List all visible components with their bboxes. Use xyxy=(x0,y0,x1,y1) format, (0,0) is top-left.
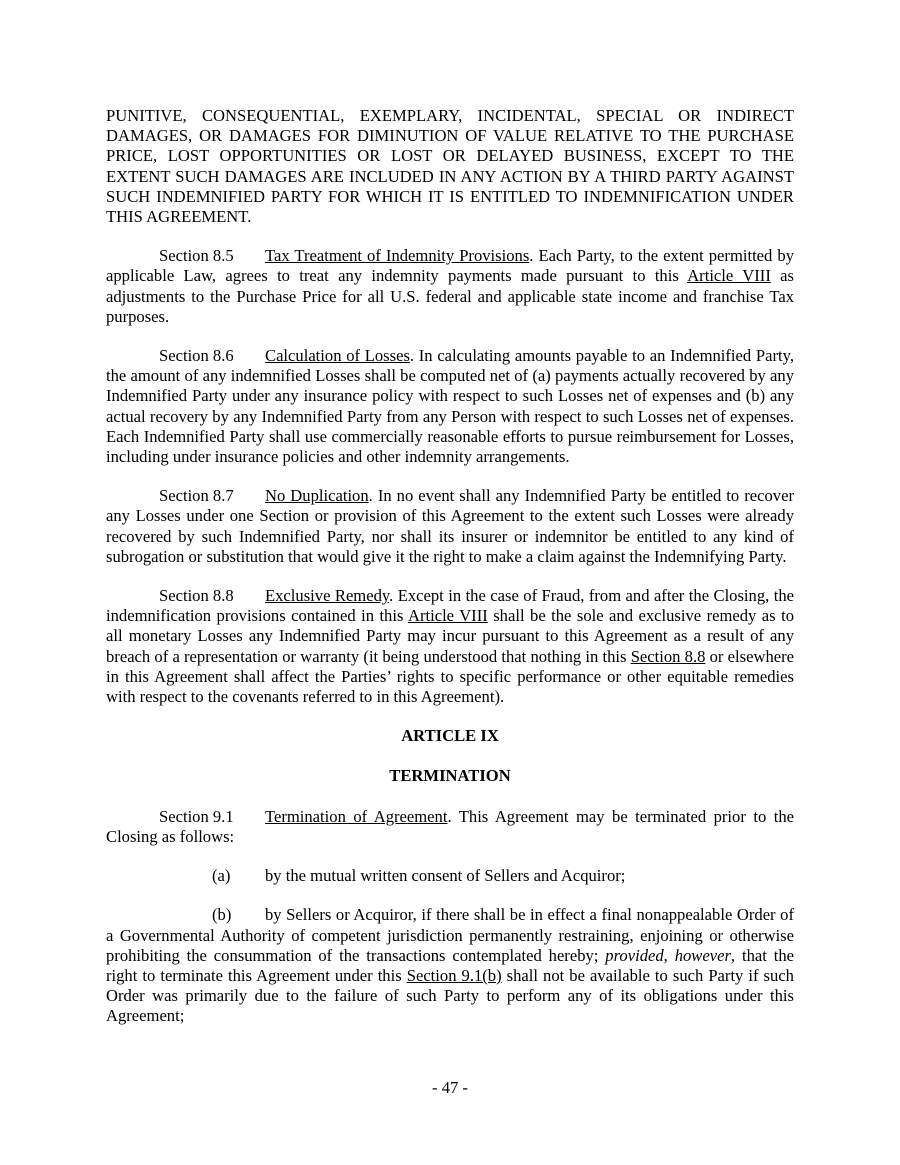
section-title: Exclusive Remedy xyxy=(265,586,390,606)
section-text: or elsewhere in this Agreement shall affect the Parties’ rights to specific performance or other equitable remedies with respect to the covenants referred to in this Agreement). xyxy=(106,646,794,707)
section-number: Section 8.8 xyxy=(159,586,234,606)
section-number: Section 8.6 xyxy=(159,346,234,366)
section-title: Calculation of Losses xyxy=(265,346,410,366)
section-9-1 xyxy=(106,807,794,847)
section-number: Section 8.7 xyxy=(159,486,234,506)
cross-reference: Section 9.1(b) xyxy=(406,965,502,985)
article-heading: ARTICLE IX xyxy=(401,726,499,746)
clause-a xyxy=(106,866,794,886)
section-text: . Except in the case of Fraud, from and after the Closing, the indemnification provisions contained in this xyxy=(106,586,794,626)
limitation-paragraph: PUNITIVE, CONSEQUENTIAL, EXEMPLARY, INCIDENTAL, SPECIAL OR INDIRECT DAMAGES, OR DAMAGES FOR DIMINUTION OF VALUE RELATIVE TO THE PURCHASE PRICE, LOST OPPORTUNITIES OR LOST OR DELAYED BUSINESS, EXCEPT TO THE EXTENT SUCH DAMAGES ARE INCLUDED IN ANY ACTION BY A THIRD PARTY AGAINST SUCH INDEMNIFIED PARTY FOR WHICH IT IS ENTITLED TO INDEMNIFICATION UNDER THIS AGREEMENT. xyxy=(106,106,794,227)
clause-emphasis: provided xyxy=(605,945,664,965)
section-title: No Duplication xyxy=(265,486,369,506)
cross-reference: Article VIII xyxy=(687,266,771,286)
section-8-5 xyxy=(106,246,794,327)
section-8-6 xyxy=(106,346,794,467)
section-8-7 xyxy=(106,486,794,567)
document-page xyxy=(106,106,794,1046)
clause-text: by the mutual written consent of Sellers and Acquiror; xyxy=(265,866,626,886)
section-text: shall be the sole and exclusive remedy as to all monetary Losses any Indemnified Party may incur pursuant to this Agreement as a result of any breach of a representation or warranty (it being understood that nothing in this xyxy=(106,606,794,666)
section-text: as adjustments to the Purchase Price for all U.S. federal and applicable state income and franchise Tax purposes. xyxy=(106,266,794,326)
section-text: . In no event shall any Indemnified Party be entitled to recover any Losses under one Section or provision of this Agreement to the extent such Losses were already recovered by such Indemnified Party, nor shall its insurer or indemnitor be entitled to any kind of subrogation or substitution that would give it the right to make a claim against the Indemnifying Party. xyxy=(106,486,794,566)
clause-text: shall not be available to such Party if such Order was primarily due to the failure of such Party to perform any of its obligations under this Agreement; xyxy=(106,965,794,1026)
section-number: Section 8.5 xyxy=(159,246,234,266)
clause-text: , that the right to terminate this Agreement under this xyxy=(106,945,794,985)
cross-reference: Article VIII xyxy=(407,606,488,626)
section-text: . In calculating amounts payable to an Indemnified Party, the amount of any indemnified Losses shall be computed net of (a) payments actually recovered by any Indemnified Party under any insurance policy with respect to such Losses net of expenses and (b) any actual recovery by any Indemnified Party from any Person with respect to such Losses net of expenses. Each Indemnified Party shall use commercially reasonable efforts to pursue reimbursement for Losses, including under insurance policies and other indemnity arrangements. xyxy=(106,346,794,467)
section-title: Tax Treatment of Indemnity Provisions xyxy=(265,246,530,266)
clause-text: by Sellers or Acquiror, if there shall be in effect a final nonappealable Order of a Governmental Authority of competent jurisdiction permanently restraining, enjoining or otherwise prohibiting the consummation of the transactions contemplated hereby; xyxy=(106,905,794,965)
cross-reference: Section 8.8 xyxy=(630,646,706,666)
section-text: . This Agreement may be terminated prior to the Closing as follows: xyxy=(106,806,794,846)
section-title: Termination of Agreement xyxy=(265,806,448,826)
article-title: TERMINATION xyxy=(389,766,511,786)
clause-b xyxy=(106,905,794,1026)
clause-label: (b) xyxy=(212,905,232,925)
clause-emphasis: however xyxy=(674,945,731,965)
clause-text: , xyxy=(663,945,675,965)
clause-label: (a) xyxy=(212,866,231,886)
section-number: Section 9.1 xyxy=(159,806,234,826)
page-number: - 47 - xyxy=(432,1078,468,1097)
section-8-8 xyxy=(106,586,794,707)
section-text: . Each Party, to the extent permitted by applicable Law, agrees to treat any indemnity payments made pursuant to this xyxy=(106,246,794,286)
